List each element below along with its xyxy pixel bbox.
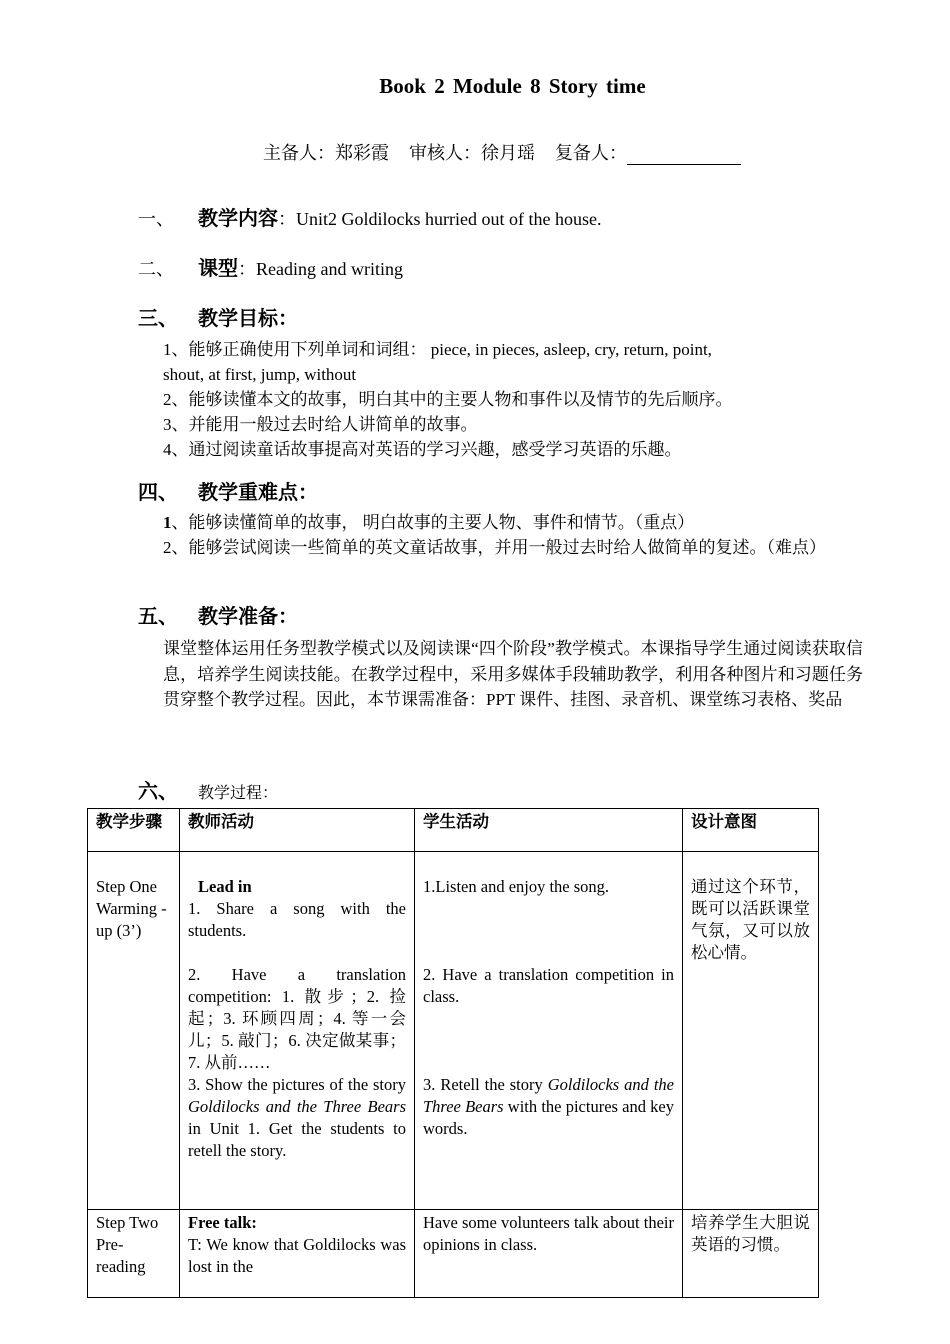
header-student: 学生活动 [415,809,683,852]
teacher-activity-item: T: We know that Goldilocks was lost in the [188,1235,406,1276]
story-title: Goldilocks and the Three Bears [188,1097,406,1116]
main-preparer: 主备人：郑彩霞 [263,143,389,163]
lead-in-title: Lead in [198,877,252,896]
free-talk-title: Free talk: [188,1213,257,1232]
section-heading: 教学目标： [198,308,298,330]
key-point-item: 2、能够尝试阅读一些简单的英文童话故事，并用一般过去时给人做简单的复述。（难点） [163,538,826,557]
student-activity-cell: Have some volunteers talk about their opinions in class. [415,1210,683,1298]
lesson-process-table [87,808,819,1298]
table-row [88,852,819,1210]
section-content [138,202,601,231]
preparation-text: 课堂整体运用任务型教学模式以及阅读课“四个阶段”教学模式。本课指导学生通过阅读获取信息，培养学生阅读技能。在教学过程中，采用多媒体手段辅助教学，利用各种图片和习题任务贯穿整个教学过程。因此，本节课需准备：PPT 课件、挂图、录音机、课堂练习表格、奖品 [163,639,863,709]
objectives-list [163,337,863,462]
section-heading: 教学过程： [198,785,279,802]
intent-cell: 培养学生大胆说英语的习惯。 [683,1210,819,1298]
section-text: ：Unit2 Goldilocks hurried out of the house. [278,209,602,229]
section-heading: 教学准备： [198,606,298,628]
section-preparation [138,600,298,629]
student-activity-cell [415,852,683,1210]
section-process [138,775,278,804]
teacher-activity-item: 2. Have a translation competition: 1. 散步；2. 捡起；3. 环顾四周；4. 等一会儿；5. 敲门；6. 决定做某事； 7. 从前…… [188,965,406,1072]
teacher-activity-item: 1. Share a song with the students. [188,899,406,940]
student-activity-item: 3. Retell the story Goldilocks and the Three Bears with the pictures and key words. [423,1075,674,1138]
section-heading: 教学内容 [198,208,278,230]
teacher-activity-cell [180,1210,415,1298]
table-header-row [88,809,819,852]
section-number: 六、 [138,781,178,803]
section-number: 三、 [138,308,178,330]
page-title: Book 2 Module 8 Story time [379,74,646,98]
story-title: Goldilocks and the Three Bears [423,1075,674,1116]
table-row [88,1210,819,1298]
step-cell: Step One Warming -up (3’) [88,852,180,1210]
section-heading: 课型 [198,258,238,280]
section-number: 四、 [138,482,178,504]
section-number: 五、 [138,606,178,628]
preparers-line [263,139,741,165]
objective-item: 2、能够读懂本文的故事，明白其中的主要人物和事件以及情节的先后顺序。 [163,390,733,409]
key-points-list [163,510,863,560]
section-number: 二、 [138,259,174,279]
header-step: 教学步骤 [88,809,180,852]
section-heading: 教学重难点： [198,482,318,504]
step-cell: Step Two Pre-reading [88,1210,180,1298]
secondary-preparer-blank [627,146,741,165]
section-key-points [138,476,318,505]
student-activity-item: 1.Listen and enjoy the song. [423,877,610,896]
section-text: ：Reading and writing [238,259,403,279]
objective-item: 1、能够正确使用下列单词和词组： piece, in pieces, asleep, cry, return, point, [163,340,712,359]
objective-item: 4、通过阅读童话故事提高对英语的学习兴趣，感受学习英语的乐趣。 [163,440,682,459]
objective-item: shout, at first, jump, without [163,365,357,384]
teacher-activity-item: 3. Show the pictures of the story Goldilocks and the Three Bears in Unit 1. Get the students to retell the story. [188,1075,406,1160]
header-intent: 设计意图 [683,809,819,852]
objective-item: 3、并能用一般过去时给人讲简单的故事。 [163,415,478,434]
section-objectives [138,302,298,331]
key-point-item: 1、能够读懂简单的故事， 明白故事的主要人物、事件和情节。（重点） [163,513,695,532]
student-activity-item: 2. Have a translation competition in class. [423,965,674,1006]
intent-cell: 通过这个环节，既可以活跃课堂气氛，又可以放松心情。 [683,852,819,1210]
secondary-preparer: 复备人： [555,143,627,163]
section-number: 一、 [138,209,174,229]
reviewer: 审核人：徐月瑶 [409,143,535,163]
teacher-activity-cell [180,852,415,1210]
header-teacher: 教师活动 [180,809,415,852]
section-type [138,252,403,281]
